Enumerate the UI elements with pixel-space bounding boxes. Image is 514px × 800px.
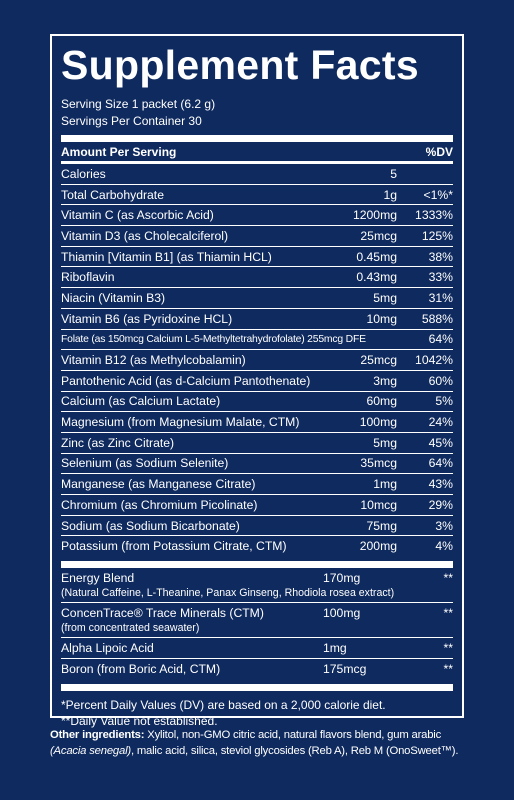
blend-name: Boron (from Boric Acid, CTM)	[61, 662, 221, 677]
nutrient-row	[61, 267, 453, 288]
nutrient-name: Folate (as 150mcg Calcium L-5-Methyltetrahydrofolate) 255mcg DFE	[61, 333, 366, 345]
nutrient-dv: 1333%	[415, 208, 453, 223]
blend-main-line	[61, 640, 453, 656]
nutrient-amount: 1mg	[373, 477, 397, 492]
nutrient-dv: 125%	[421, 228, 453, 243]
nutrient-amount: 1g	[383, 187, 397, 202]
supplement-facts-panel	[50, 34, 464, 729]
nutrient-amount: 25mcg	[360, 228, 397, 243]
footnotes	[61, 697, 453, 729]
blend-main-line	[61, 570, 453, 586]
blend-dv: **	[443, 662, 453, 677]
blend-row	[61, 659, 453, 679]
nutrient-dv: 3%	[435, 518, 453, 533]
nutrient-dv: <1%*	[423, 187, 453, 202]
divider-thick	[61, 684, 453, 691]
nutrient-name: Vitamin B6 (as Pyridoxine HCL)	[61, 311, 233, 326]
other-ingredients	[50, 727, 470, 759]
nutrient-row	[61, 474, 453, 495]
nutrient-name: Manganese (as Manganese Citrate)	[61, 477, 256, 492]
blend-main-line	[61, 605, 453, 621]
nutrient-row	[61, 495, 453, 516]
blend-amount: 170mg	[323, 571, 361, 586]
blend-ingredients: (from concentrated seawater)	[61, 622, 200, 635]
blend-row	[61, 568, 453, 603]
nutrient-name: Total Carbohydrate	[61, 187, 164, 202]
other-ingredients-text-2: , malic acid, silica, steviol glycosides (Reb A), Reb M (OnoSweet™).	[130, 745, 459, 757]
nutrient-amount: 0.43mg	[356, 270, 397, 285]
nutrient-name: Potassium (from Potassium Citrate, CTM)	[61, 539, 287, 554]
other-ingredients-text-1: Xylitol, non-GMO citric acid, natural flavors blend, gum arabic	[144, 729, 442, 741]
nutrient-row	[61, 392, 453, 413]
nutrient-dv: 60%	[428, 373, 453, 388]
nutrient-amount: 0.45mg	[356, 249, 397, 264]
serving-info	[61, 96, 453, 130]
nutrient-dv: 29%	[428, 497, 453, 512]
blend-ingredients: (Natural Caffeine, L-Theanine, Panax Ginseng, Rhodiola rosea extract)	[61, 587, 395, 600]
nutrient-dv: 24%	[428, 415, 453, 430]
nutrient-amount: 10mg	[366, 311, 397, 326]
nutrient-name: Selenium (as Sodium Selenite)	[61, 456, 229, 471]
nutrient-amount: 75mg	[366, 518, 397, 533]
nutrient-row	[61, 330, 453, 351]
nutrient-dv: 1042%	[415, 353, 453, 368]
nutrient-row	[61, 247, 453, 268]
blend-dv: **	[443, 571, 453, 586]
nutrient-dv: 38%	[428, 249, 453, 264]
nutrient-name: Thiamin [Vitamin B1] (as Thiamin HCL)	[61, 249, 272, 264]
divider-thick	[61, 561, 453, 568]
amount-per-serving-label: Amount Per Serving	[61, 144, 177, 159]
nutrient-list	[61, 164, 453, 556]
nutrient-row	[61, 226, 453, 247]
servings-per-container: Servings Per Container 30	[61, 114, 202, 128]
nutrient-amount: 100mg	[359, 415, 397, 430]
blend-dv: **	[443, 641, 453, 656]
other-ingredients-label: Other ingredients:	[50, 729, 145, 741]
blend-name: Energy Blend	[61, 571, 135, 586]
blend-name: ConcenTrace® Trace Minerals (CTM)	[61, 606, 264, 621]
blend-amount: 100mg	[323, 606, 361, 621]
blend-amount: 175mcg	[323, 662, 367, 677]
nutrient-name: Chromium (as Chromium Picolinate)	[61, 497, 258, 512]
nutrient-amount: 200mg	[359, 539, 397, 554]
nutrient-amount: 35mcg	[360, 456, 397, 471]
nutrient-name: Magnesium (from Magnesium Malate, CTM)	[61, 415, 300, 430]
serving-size: Serving Size 1 packet (6.2 g)	[61, 97, 216, 111]
nutrient-dv: 33%	[428, 270, 453, 285]
dv-label: %DV	[425, 144, 453, 159]
blend-amount: 1mg	[323, 641, 347, 656]
nutrient-name: Riboflavin	[61, 270, 115, 285]
other-ingredients-italic: (Acacia senegal)	[50, 745, 131, 757]
nutrient-dv: 43%	[428, 477, 453, 492]
nutrient-amount: 1200mg	[352, 208, 397, 223]
nutrient-row	[61, 454, 453, 475]
nutrient-dv: 45%	[428, 435, 453, 450]
footnote-dv: *Percent Daily Values (DV) are based on a 2,000 calorie diet.	[61, 698, 386, 713]
nutrient-row	[61, 288, 453, 309]
nutrient-row	[61, 433, 453, 454]
nutrient-amount: 60mg	[366, 394, 397, 409]
table-header	[61, 142, 453, 164]
nutrient-dv: 5%	[435, 394, 453, 409]
nutrient-dv: 31%	[428, 290, 453, 305]
nutrient-amount: 5	[390, 166, 397, 181]
nutrient-row	[61, 309, 453, 330]
nutrient-row	[61, 185, 453, 206]
nutrient-name: Niacin (Vitamin B3)	[61, 290, 166, 305]
nutrient-row	[61, 205, 453, 226]
nutrient-row	[61, 516, 453, 537]
blend-list	[61, 568, 453, 679]
blend-main-line	[61, 661, 453, 677]
nutrient-dv: 64%	[428, 456, 453, 471]
nutrient-amount: 25mcg	[360, 353, 397, 368]
nutrient-amount: 5mg	[373, 435, 397, 450]
nutrient-amount: 10mcg	[360, 497, 397, 512]
nutrient-name: Vitamin B12 (as Methylcobalamin)	[61, 353, 246, 368]
divider-thick	[61, 135, 453, 142]
nutrient-name: Vitamin C (as Ascorbic Acid)	[61, 208, 214, 223]
nutrient-name: Calories	[61, 166, 106, 181]
nutrient-name: Sodium (as Sodium Bicarbonate)	[61, 518, 240, 533]
nutrient-row	[61, 412, 453, 433]
nutrient-dv: 64%	[428, 332, 453, 347]
nutrient-row	[61, 371, 453, 392]
nutrient-dv: 588%	[421, 311, 453, 326]
blend-dv: **	[443, 606, 453, 621]
panel-title: Supplement Facts	[61, 42, 419, 88]
blend-name: Alpha Lipoic Acid	[61, 641, 154, 656]
nutrient-amount: 5mg	[373, 290, 397, 305]
nutrient-name: Pantothenic Acid (as d-Calcium Pantothenate)	[61, 373, 311, 388]
nutrient-name: Vitamin D3 (as Cholecalciferol)	[61, 228, 229, 243]
nutrient-row	[61, 350, 453, 371]
nutrient-dv: 4%	[435, 539, 453, 554]
nutrient-amount: 3mg	[373, 373, 397, 388]
nutrient-name: Calcium (as Calcium Lactate)	[61, 394, 221, 409]
footnote-not-established: **Daily Value not established.	[61, 714, 218, 729]
nutrient-row	[61, 164, 453, 185]
nutrient-row	[61, 536, 453, 556]
blend-row	[61, 638, 453, 659]
nutrient-name: Zinc (as Zinc Citrate)	[61, 435, 175, 450]
blend-row	[61, 603, 453, 638]
